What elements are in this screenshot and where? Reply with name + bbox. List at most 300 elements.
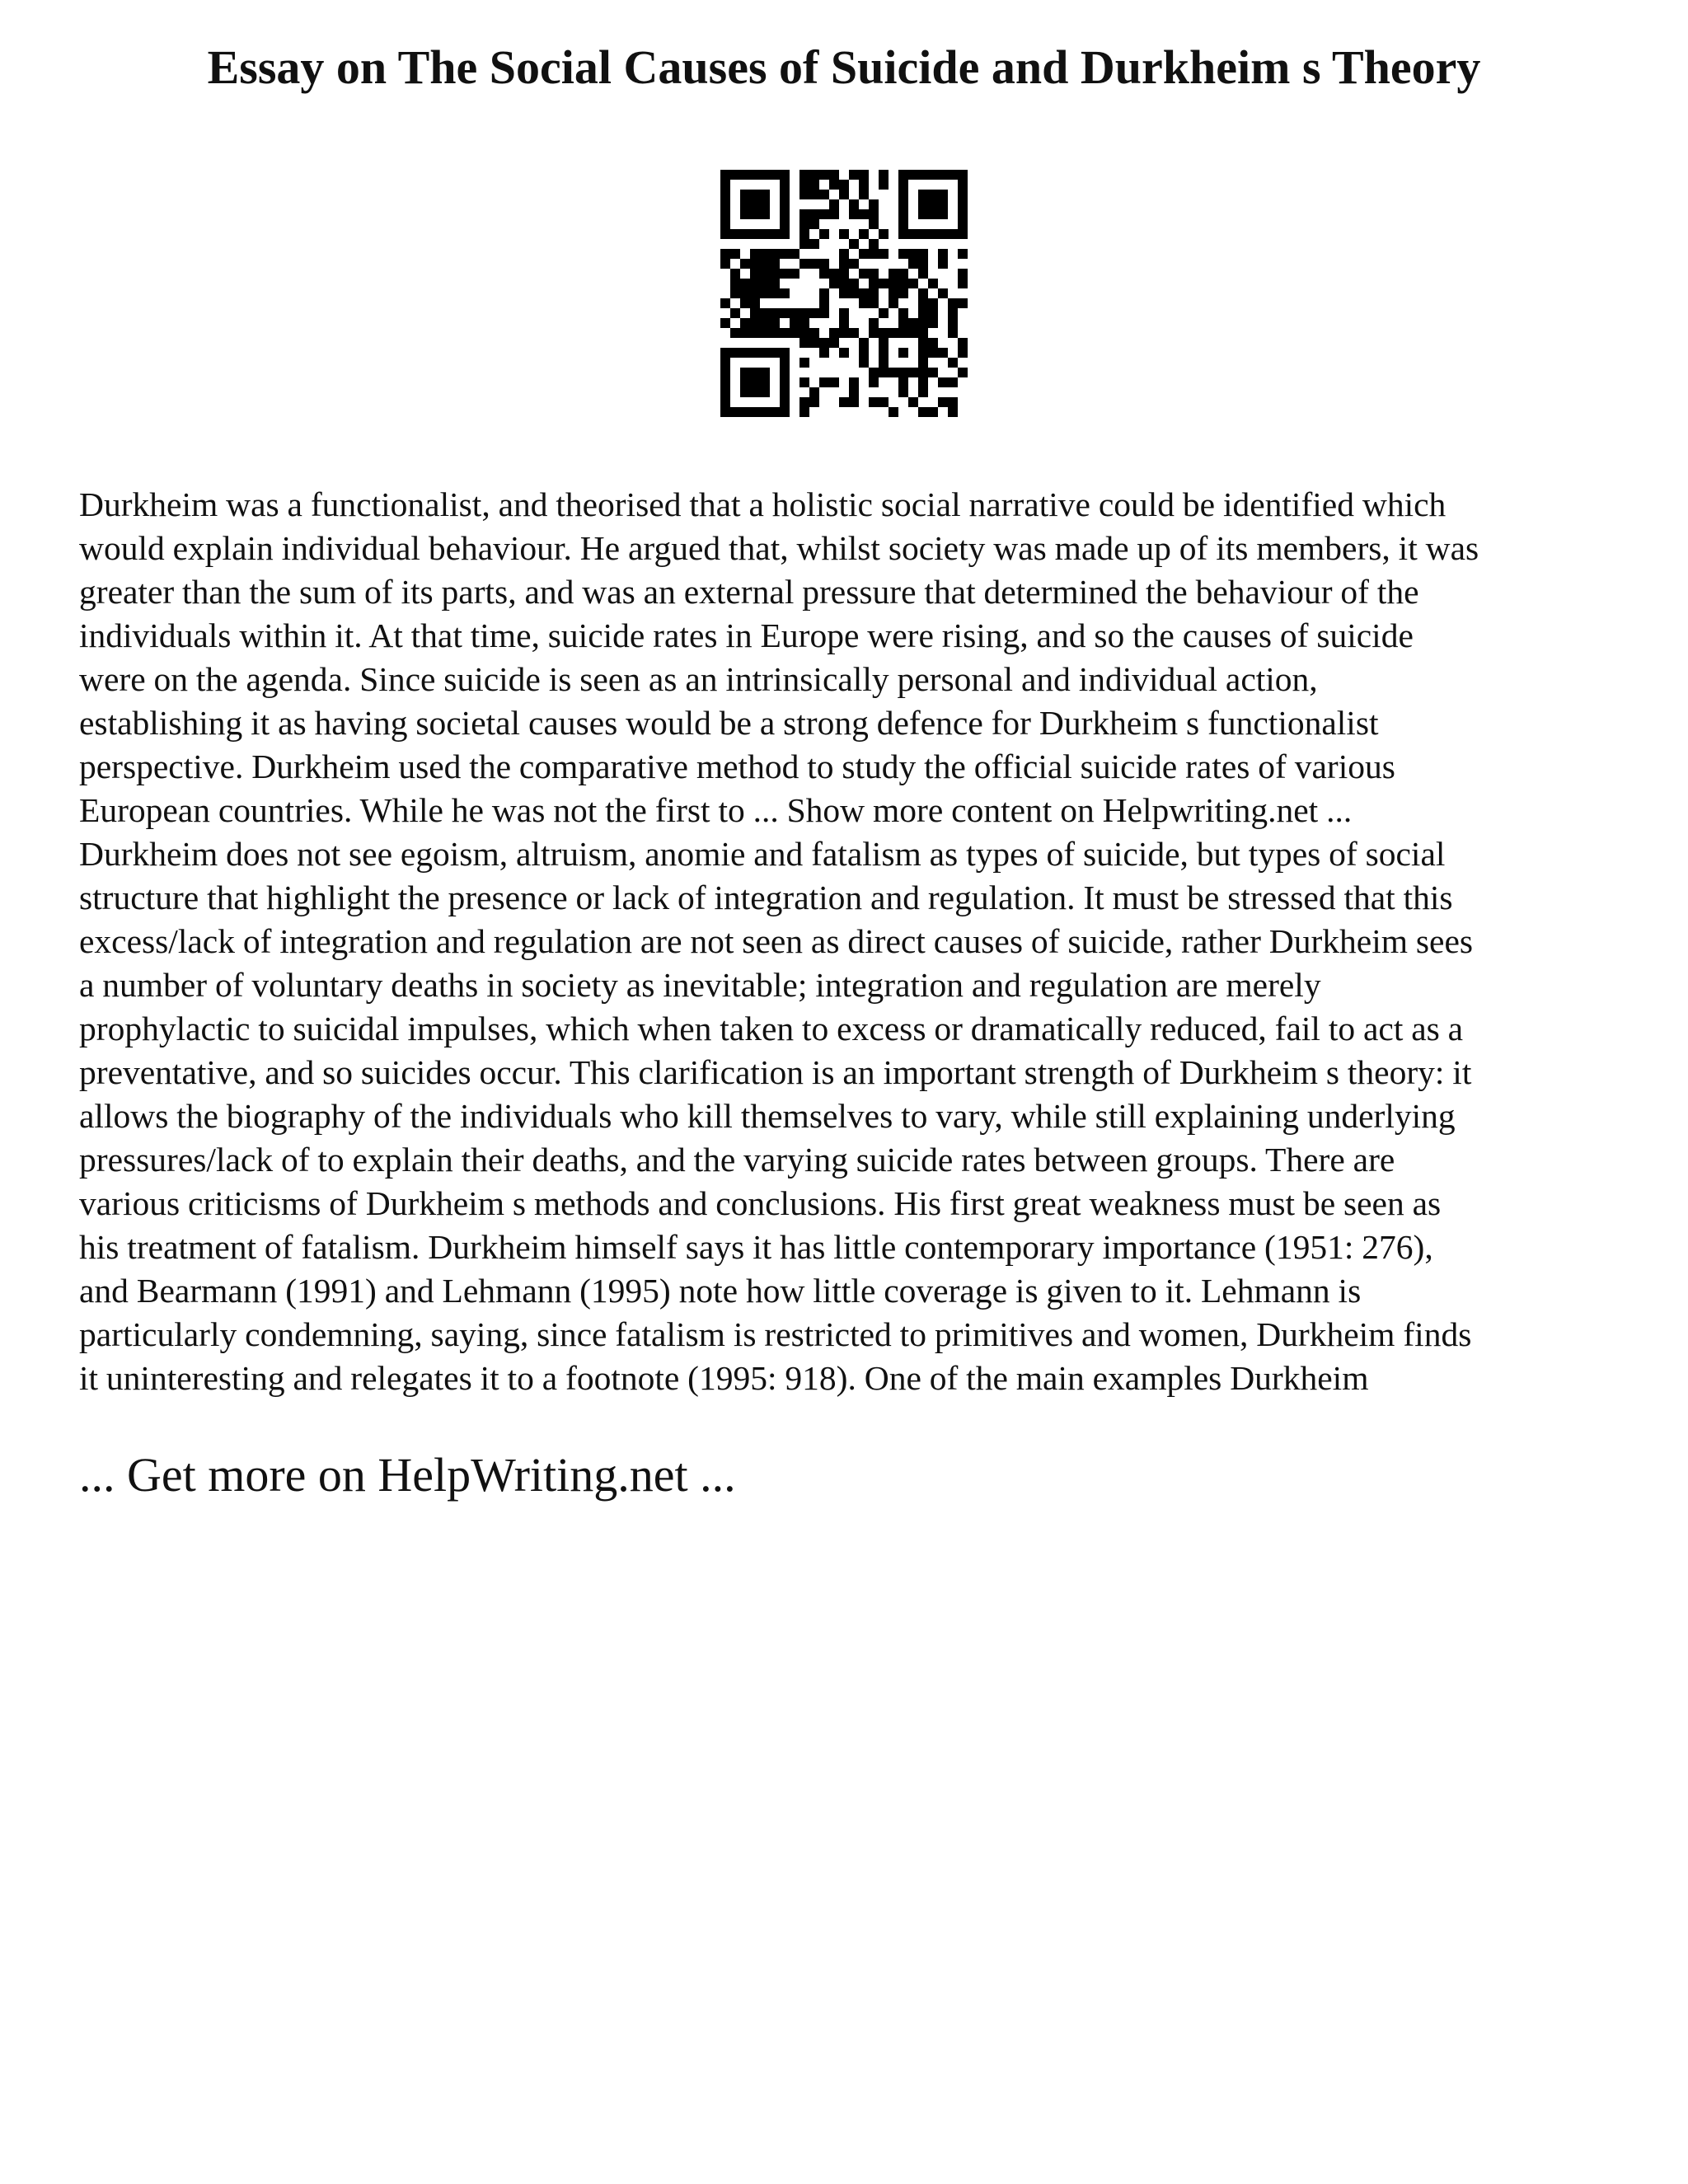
qr-module [720, 387, 730, 397]
body-line: pressures/lack of to explain their deaths, and the varying suicide rates between groups. There are [79, 1141, 1395, 1179]
qr-module [928, 308, 938, 318]
qr-module [780, 368, 790, 377]
qr-module [859, 180, 869, 190]
qr-module [879, 229, 889, 239]
qr-module [908, 328, 918, 338]
qr-module [928, 199, 938, 209]
body-line: individuals within it. At that time, suicide rates in Europe were rising, and so the causes of suicide [79, 616, 1414, 654]
qr-module [730, 229, 740, 239]
body-line: various criticisms of Durkheim s methods and conclusions. His first great weakness must be seen as [79, 1184, 1442, 1222]
qr-module [829, 377, 839, 387]
qr-module [918, 259, 928, 269]
qr-module [859, 288, 869, 298]
qr-module [898, 318, 908, 328]
qr-module [819, 269, 829, 279]
qr-module [770, 348, 780, 358]
qr-module [760, 318, 770, 328]
qr-module [740, 407, 750, 417]
qr-module [918, 358, 928, 368]
qr-module [760, 407, 770, 417]
qr-module [898, 387, 908, 397]
qr-module [928, 348, 938, 358]
body-line: would explain individual behaviour. He argued that, whilst society was made up of its members, it was [79, 529, 1479, 567]
qr-module [730, 308, 740, 318]
qr-module [720, 249, 730, 259]
qr-module [760, 279, 770, 288]
qr-module [839, 259, 849, 269]
qr-module [928, 190, 938, 199]
qr-module [869, 397, 879, 407]
qr-module [918, 170, 928, 180]
qr-module [750, 308, 760, 318]
qr-module [889, 269, 898, 279]
qr-module [839, 348, 849, 358]
body-line: Durkheim was a functionalist, and theorised that a holistic social narrative could be identified which [79, 485, 1447, 523]
qr-module [889, 298, 898, 308]
qr-module [839, 308, 849, 318]
qr-module [740, 348, 750, 358]
qr-module [829, 180, 839, 190]
qr-module [799, 328, 809, 338]
body-line: allows the biography of the individuals who kill themselves to vary, while still explaining underlying [79, 1097, 1456, 1135]
qr-module [869, 298, 879, 308]
qr-module [819, 298, 829, 308]
qr-module [859, 358, 869, 368]
qr-module [819, 190, 829, 199]
qr-module [770, 259, 780, 269]
qr-module [908, 397, 918, 407]
qr-module [829, 209, 839, 219]
qr-module [740, 368, 750, 377]
qr-module [730, 328, 740, 338]
qr-module [859, 348, 869, 358]
qr-module [790, 318, 799, 328]
qr-module [928, 170, 938, 180]
qr-module [790, 328, 799, 338]
qr-module [809, 387, 819, 397]
qr-module [790, 269, 799, 279]
qr-module [799, 308, 809, 318]
body-line: it uninteresting and relegates it to a footnote (1995: 918). One of the main examples Durkheim [79, 1359, 1369, 1397]
qr-module [839, 397, 849, 407]
qr-module [720, 199, 730, 209]
qr-module [809, 328, 819, 338]
qr-module [720, 407, 730, 417]
qr-module [750, 298, 760, 308]
qr-module [938, 170, 948, 180]
qr-module [938, 229, 948, 239]
qr-module [918, 368, 928, 377]
qr-module [918, 387, 928, 397]
qr-module [780, 288, 790, 298]
qr-module [859, 209, 869, 219]
qr-module [790, 249, 799, 259]
qr-module [780, 199, 790, 209]
qr-module [898, 308, 908, 318]
qr-module [809, 259, 819, 269]
qr-module [720, 318, 730, 328]
qr-module [839, 229, 849, 239]
qr-module [859, 190, 869, 199]
qr-module [869, 279, 879, 288]
qr-module [819, 288, 829, 298]
qr-module [750, 269, 760, 279]
qr-module [898, 229, 908, 239]
qr-module [760, 199, 770, 209]
qr-module [928, 298, 938, 308]
qr-module [780, 358, 790, 368]
qr-module [898, 180, 908, 190]
qr-module [839, 269, 849, 279]
qr-module [928, 318, 938, 328]
qr-module [750, 249, 760, 259]
qr-module [879, 180, 889, 190]
qr-module [790, 308, 799, 318]
qr-module [829, 199, 839, 209]
qr-module [958, 199, 968, 209]
qr-module [859, 298, 869, 308]
qr-module [849, 397, 859, 407]
qr-module [780, 348, 790, 358]
qr-module [780, 229, 790, 239]
qr-module [799, 190, 809, 199]
qr-module [720, 397, 730, 407]
get-more-link[interactable]: ... Get more on HelpWriting.net ... [79, 1448, 736, 1502]
qr-module [750, 170, 760, 180]
qr-module [809, 190, 819, 199]
qr-module [918, 318, 928, 328]
qr-module [809, 338, 819, 348]
qr-module [770, 328, 780, 338]
qr-module [908, 318, 918, 328]
qr-module [780, 407, 790, 417]
qr-module [819, 259, 829, 269]
qr-module [750, 190, 760, 199]
qr-module [849, 288, 859, 298]
body-line: perspective. Durkheim used the comparative method to study the official suicide rates of various [79, 748, 1395, 785]
qr-module [928, 338, 938, 348]
qr-module [879, 338, 889, 348]
qr-module [928, 229, 938, 239]
qr-module [839, 190, 849, 199]
qr-module [720, 219, 730, 229]
qr-module [938, 348, 948, 358]
qr-module [740, 288, 750, 298]
qr-module [770, 308, 780, 318]
qr-module [908, 229, 918, 239]
qr-module [928, 368, 938, 377]
qr-module [869, 239, 879, 249]
qr-module [869, 368, 879, 377]
qr-module [829, 338, 839, 348]
qr-module [948, 298, 958, 308]
qr-module [780, 308, 790, 318]
qr-module [938, 199, 948, 209]
document-title: Essay on The Social Causes of Suicide and Durkheim s Theory [207, 40, 1481, 94]
qr-module [740, 328, 750, 338]
qr-module [809, 239, 819, 249]
qr-module [780, 328, 790, 338]
qr-module [849, 387, 859, 397]
body-line: structure that highlight the presence or lack of integration and regulation. It must be stressed that this [79, 879, 1453, 916]
qr-module [898, 328, 908, 338]
qr-module [819, 338, 829, 348]
qr-module [780, 170, 790, 180]
body-line: excess/lack of integration and regulation are not seen as direct causes of suicide, rather Durkheim sees [79, 922, 1474, 960]
qr-module [898, 288, 908, 298]
body-line: greater than the sum of its parts, and was an external pressure that determined the behaviour of the [79, 573, 1419, 611]
qr-module [780, 190, 790, 199]
qr-module [720, 259, 730, 269]
qr-module [740, 190, 750, 199]
qr-module [809, 308, 819, 318]
qr-module [908, 249, 918, 259]
qr-module [819, 209, 829, 219]
qr-module [780, 209, 790, 219]
qr-module [898, 170, 908, 180]
qr-module [799, 358, 809, 368]
qr-module [849, 239, 859, 249]
qr-module [750, 259, 760, 269]
qr-module [780, 377, 790, 387]
qr-module [750, 387, 760, 397]
qr-module [859, 229, 869, 239]
qr-module [849, 259, 859, 269]
qr-module [869, 209, 879, 219]
qr-module [750, 328, 760, 338]
qr-module [799, 397, 809, 407]
qr-module [720, 229, 730, 239]
qr-module [938, 377, 948, 387]
qr-module [780, 387, 790, 397]
qr-module [958, 180, 968, 190]
qr-module [948, 328, 958, 338]
qr-module [799, 407, 809, 417]
qr-module [849, 170, 859, 180]
qr-module [809, 397, 819, 407]
qr-module [918, 407, 928, 417]
qr-module [720, 190, 730, 199]
qr-module [948, 397, 958, 407]
qr-module [730, 288, 740, 298]
qr-module [799, 219, 809, 229]
qr-module [918, 308, 928, 318]
qr-module [760, 387, 770, 397]
qr-module [829, 279, 839, 288]
qr-module [898, 209, 908, 219]
qr-module [760, 328, 770, 338]
qr-module [770, 407, 780, 417]
qr-module [898, 279, 908, 288]
qr-module [819, 229, 829, 239]
qr-module [889, 368, 898, 377]
qr-module [799, 239, 809, 249]
qr-module [958, 269, 968, 279]
qr-module [938, 397, 948, 407]
qr-module [760, 170, 770, 180]
qr-module [948, 318, 958, 328]
qr-module [720, 209, 730, 219]
qr-module [780, 219, 790, 229]
qr-module [740, 387, 750, 397]
qr-module [809, 219, 819, 229]
body-line: European countries. While he was not the first to ... Show more content on Helpwriting.net ... [79, 791, 1353, 829]
qr-module [750, 229, 760, 239]
qr-module [918, 209, 928, 219]
qr-module [948, 229, 958, 239]
body-line: particularly condemning, saying, since fatalism is restricted to primitives and women, Durkheim finds [79, 1315, 1472, 1353]
qr-module [928, 209, 938, 219]
qr-module [879, 397, 889, 407]
qr-module [918, 190, 928, 199]
qr-module [958, 229, 968, 239]
qr-module [839, 249, 849, 259]
qr-module [869, 288, 879, 298]
qr-module [869, 328, 879, 338]
qr-module [869, 199, 879, 209]
qr-module [760, 259, 770, 269]
qr-module [819, 170, 829, 180]
qr-module [809, 180, 819, 190]
qr-module [938, 249, 948, 259]
qr-module [839, 279, 849, 288]
qr-module [740, 170, 750, 180]
qr-module [730, 407, 740, 417]
qr-module [859, 338, 869, 348]
qr-module [948, 308, 958, 318]
qr-module [898, 269, 908, 279]
qr-module [819, 348, 829, 358]
qr-module [898, 219, 908, 229]
qr-module [869, 377, 879, 387]
body-line: preventative, and so suicides occur. This clarification is an important strength of Durkheim s theory: it [79, 1053, 1472, 1091]
qr-module [750, 377, 760, 387]
qr-module [819, 377, 829, 387]
qr-module [760, 368, 770, 377]
body-line: his treatment of fatalism. Durkheim himself says it has little contemporary importance (1951: 276), [79, 1228, 1433, 1266]
qr-module [918, 199, 928, 209]
qr-module [908, 170, 918, 180]
qr-module [938, 259, 948, 269]
qr-module [898, 249, 908, 259]
qr-module [958, 338, 968, 348]
qr-module [879, 348, 889, 358]
qr-module [799, 259, 809, 269]
qr-module [908, 368, 918, 377]
qr-module [849, 328, 859, 338]
qr-module [869, 249, 879, 259]
qr-module [839, 288, 849, 298]
qr-module [799, 377, 809, 387]
qr-module [889, 288, 898, 298]
qr-code-icon[interactable] [720, 170, 968, 417]
qr-module [958, 348, 968, 358]
qr-module [908, 259, 918, 269]
qr-module [849, 279, 859, 288]
qr-module [799, 170, 809, 180]
qr-module [879, 328, 889, 338]
qr-module [760, 308, 770, 318]
qr-module [889, 328, 898, 338]
qr-module [780, 397, 790, 407]
qr-module [859, 269, 869, 279]
qr-module [948, 377, 958, 387]
body-line: were on the agenda. Since suicide is seen as an intrinsically personal and individual action, [79, 660, 1318, 698]
qr-module [720, 377, 730, 387]
qr-module [898, 368, 908, 377]
qr-module [760, 249, 770, 259]
qr-module [780, 180, 790, 190]
qr-module [740, 209, 750, 219]
qr-module [760, 269, 770, 279]
qr-module [799, 338, 809, 348]
qr-module [780, 269, 790, 279]
qr-module [928, 407, 938, 417]
qr-module [770, 288, 780, 298]
qr-module [839, 180, 849, 190]
qr-module [869, 318, 879, 328]
qr-module [869, 219, 879, 229]
qr-module [958, 368, 968, 377]
qr-module [958, 279, 968, 288]
qr-module [908, 279, 918, 288]
qr-module [958, 219, 968, 229]
qr-module [849, 209, 859, 219]
qr-module [770, 279, 780, 288]
qr-module [720, 180, 730, 190]
qr-module [918, 377, 928, 387]
qr-module [799, 229, 809, 239]
qr-module [730, 348, 740, 358]
qr-module [918, 298, 928, 308]
qr-module [829, 328, 839, 338]
qr-module [760, 377, 770, 387]
qr-module [770, 170, 780, 180]
qr-module [918, 229, 928, 239]
qr-module [869, 269, 879, 279]
qr-module [879, 368, 889, 377]
qr-module [750, 368, 760, 377]
qr-module [889, 407, 898, 417]
qr-module [958, 249, 968, 259]
qr-module [958, 170, 968, 180]
qr-module [809, 209, 819, 219]
qr-module [799, 180, 809, 190]
qr-module [770, 249, 780, 259]
qr-module [760, 288, 770, 298]
qr-module [938, 190, 948, 199]
qr-module [879, 279, 889, 288]
body-line: and Bearmann (1991) and Lehmann (1995) note how little coverage is given to it. Lehmann is [79, 1272, 1362, 1310]
qr-module [928, 279, 938, 288]
qr-module [938, 209, 948, 219]
body-line: a number of voluntary deaths in society as inevitable; integration and regulation are merely [79, 966, 1321, 1004]
qr-module [750, 407, 760, 417]
qr-module [720, 298, 730, 308]
qr-module [720, 170, 730, 180]
qr-module [938, 288, 948, 298]
qr-module [730, 279, 740, 288]
qr-module [879, 308, 889, 318]
qr-module [859, 249, 869, 259]
qr-module [720, 358, 730, 368]
qr-module [720, 348, 730, 358]
qr-module [829, 170, 839, 180]
qr-module [760, 209, 770, 219]
qr-module [849, 377, 859, 387]
qr-module [958, 190, 968, 199]
qr-module [750, 279, 760, 288]
